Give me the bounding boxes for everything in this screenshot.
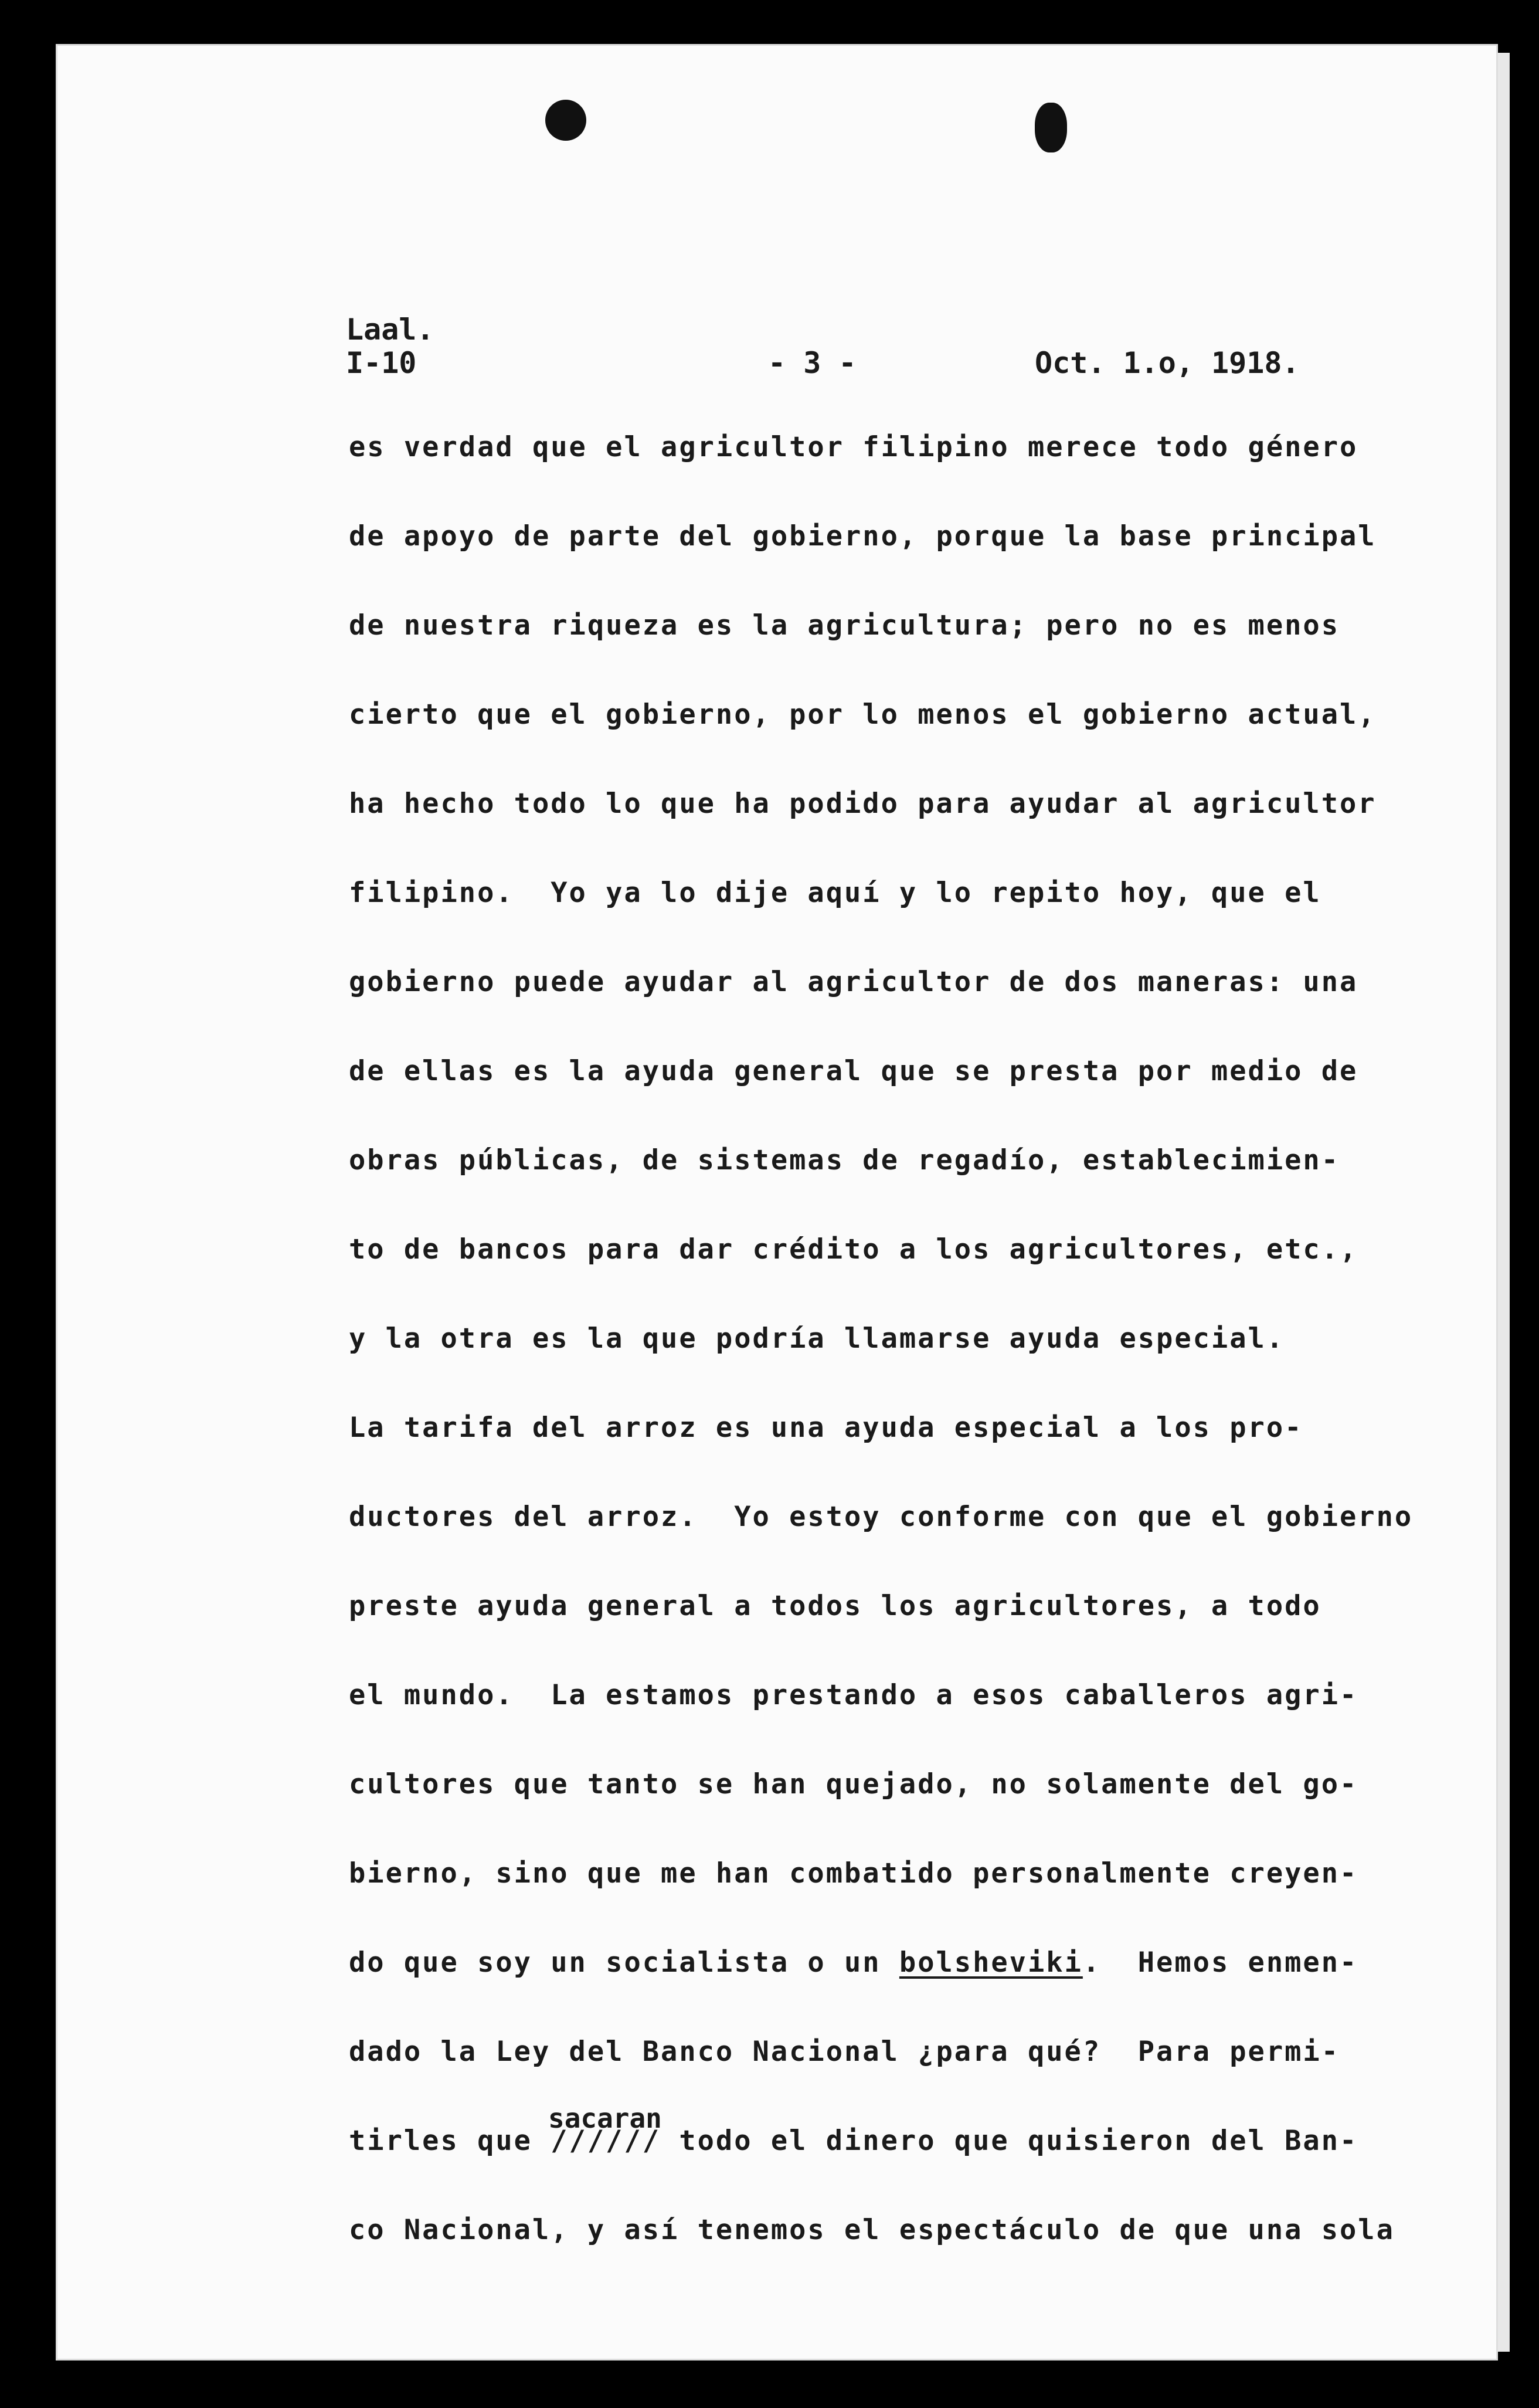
text-line-with-strikeout bbox=[349, 2125, 1451, 2214]
text-line: filipino. Yo ya lo dije aquí y lo repito hoy, que el bbox=[349, 877, 1321, 909]
header-initials: Laal. bbox=[346, 313, 434, 347]
page-number: - 3 - bbox=[768, 346, 857, 380]
header-reference: I-10 bbox=[346, 346, 417, 380]
text-line: cierto que el gobierno, por lo menos el gobierno actual, bbox=[349, 698, 1377, 731]
text-segment: do que soy un socialista o un bbox=[349, 1946, 899, 1979]
text-line: obras públicas, de sistemas de regadío, establecimien- bbox=[349, 1144, 1340, 1176]
text-line: dado la Ley del Banco Nacional ¿para qué? Para permi- bbox=[349, 2036, 1340, 2068]
text-line: de ellas es la ayuda general que se presta por medio de bbox=[349, 1055, 1358, 1087]
text-segment: tirles que bbox=[349, 2125, 551, 2157]
text-line: ductores del arroz. Yo estoy conforme con que el gobierno bbox=[349, 1501, 1414, 1533]
text-line: to de bancos para dar crédito a los agricultores, etc., bbox=[349, 1233, 1358, 1266]
text-line-with-underline bbox=[349, 1946, 1451, 2036]
text-line: el mundo. La estamos prestando a esos caballeros agri- bbox=[349, 1679, 1358, 1711]
text-line: y la otra es la que podría llamarse ayuda especial. bbox=[349, 1322, 1285, 1355]
text-line: de apoyo de parte del gobierno, porque la base principal bbox=[349, 520, 1377, 552]
punch-hole-right bbox=[1035, 103, 1067, 152]
underlined-word: bolsheviki bbox=[899, 1946, 1083, 1979]
text-segment: todo el dinero que quisieron del Ban- bbox=[661, 2125, 1358, 2157]
text-line: gobierno puede ayudar al agricultor de dos maneras: una bbox=[349, 966, 1358, 998]
text-segment: . Hemos enmen- bbox=[1082, 1946, 1358, 1979]
punch-hole-left bbox=[545, 100, 586, 141]
struck-out-word: ////// bbox=[551, 2125, 661, 2157]
text-line: La tarifa del arroz es una ayuda especial a los pro- bbox=[349, 1412, 1303, 1444]
header-date: Oct. 1.o, 1918. bbox=[1035, 346, 1300, 380]
text-line: preste ayuda general a todos los agricultores, a todo bbox=[349, 1590, 1321, 1622]
text-line: cultores que tanto se han quejado, no solamente del go- bbox=[349, 1768, 1358, 1800]
text-line: es verdad que el agricultor filipino merece todo género bbox=[349, 431, 1358, 463]
text-line: de nuestra riqueza es la agricultura; pero no es menos bbox=[349, 609, 1340, 642]
text-line: ha hecho todo lo que ha podido para ayudar al agricultor bbox=[349, 788, 1377, 820]
text-line: co Nacional, y así tenemos el espectáculo de que una sola bbox=[349, 2214, 1395, 2246]
body-text bbox=[349, 431, 1451, 2303]
page-edge bbox=[1498, 53, 1510, 2352]
interlinear-insertion: sacaran bbox=[548, 2102, 662, 2134]
text-line: bierno, sino que me han combatido personalmente creyen- bbox=[349, 1857, 1358, 1890]
